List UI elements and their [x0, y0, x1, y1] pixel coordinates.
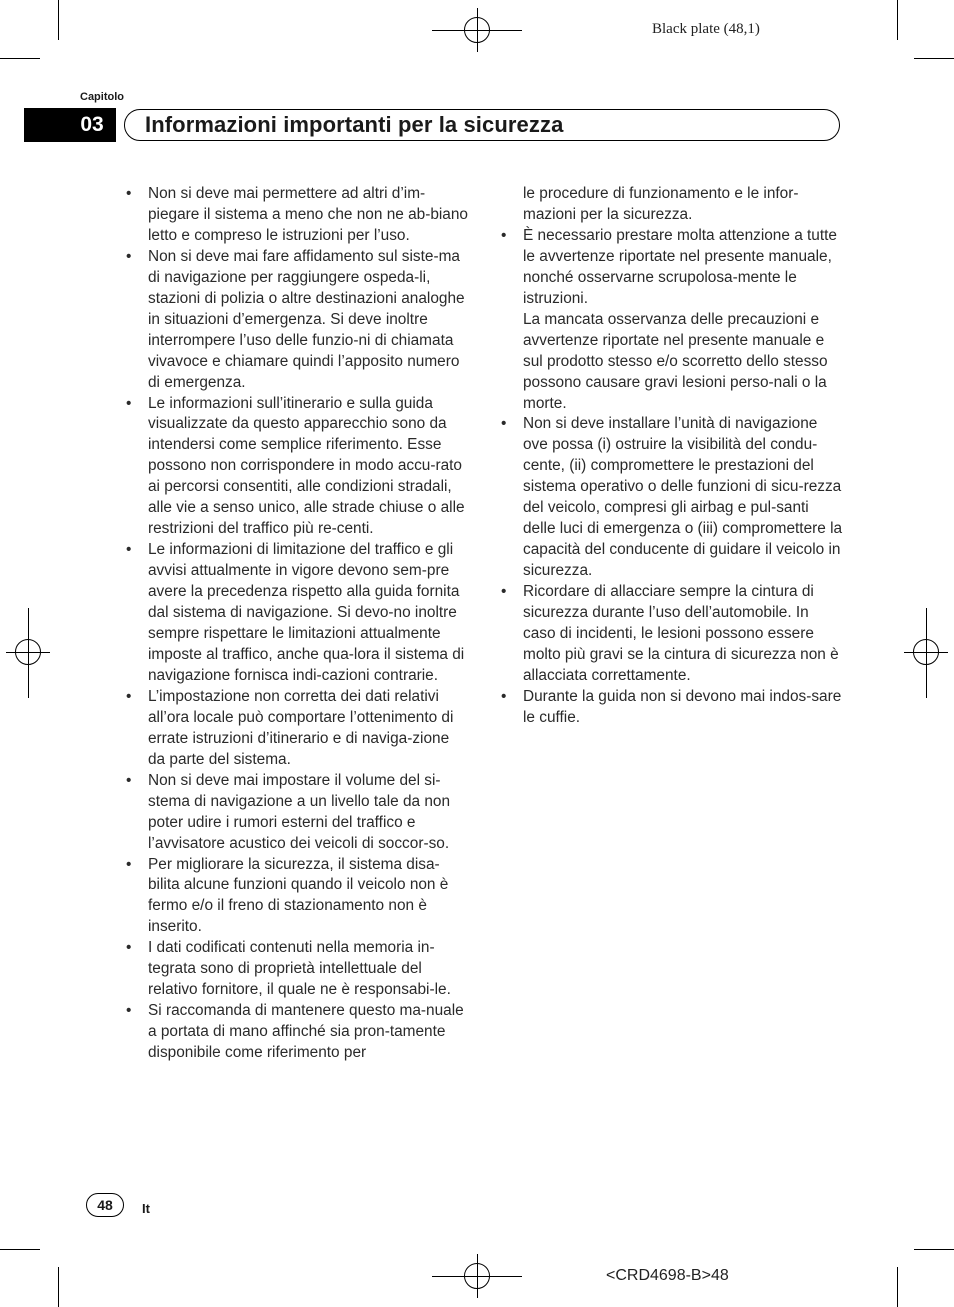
- crop-mark: [58, 0, 59, 40]
- list-item: • L’impostazione non corretta dei dati relativi all’ora locale può comportare l’ottenimento di errate istruzioni d’itinerario e di naviga-zione da parte del sistema.: [122, 687, 468, 771]
- plate-label: Black plate (48,1): [652, 21, 760, 37]
- list-item: • Non si deve mai permettere ad altri d’im-piegare il sistema a meno che non ne ab-biano letto e compreso le istruzioni per l’uso.: [122, 184, 468, 247]
- continuation-text: le procedure di funzionamento e le infor-mazioni per la sicurezza.: [523, 185, 799, 223]
- crop-mark: [914, 1249, 954, 1250]
- list-item: • Non si deve installare l’unità di navigazione ove possa (i) ostruire la visibilità del condu-cente, (ii) compromettere le prestazioni del sistema operativo o delle funzioni di sicu-rezza del veicolo, compresi gli airbag e pul-santi delle luci di emergenza o (iii) compromettere la capacità del conducente di guidare il veicolo in sicurezza.: [497, 414, 843, 582]
- crop-mark: [897, 1267, 898, 1307]
- list-item: • Le informazioni di limitazione del traffico e gli avvisi attualmente in vigore devono sem-pre avere la precedenza rispetto alla guida fornita dal sistema di navigazione. Si devo-no inoltre sempre rispettare le limitazioni attualmente imposte al traffico, anche qua-lora il sistema di navigazione fornisca indi-cazioni contrarie.: [122, 540, 468, 687]
- crop-mark: [58, 1267, 59, 1307]
- list-item-text: È necessario prestare molta attenzione a tutte le avvertenze riportate nel presente manuale, nonché osservarne scrupolosa-mente le istruzioni.: [523, 226, 837, 307]
- list-item: [497, 226, 843, 415]
- list-item: • Si raccomanda di mantenere questo ma-nuale a portata di mano affinché sia pron-tamente disponibile come riferimento per: [122, 1001, 468, 1064]
- crop-mark: [914, 58, 954, 59]
- crop-mark: [897, 0, 898, 40]
- chapter-number-badge: 03: [24, 108, 116, 142]
- right-column: [497, 184, 843, 729]
- language-code: It: [142, 1201, 150, 1216]
- crop-mark: [0, 1249, 40, 1250]
- document-code: <CRD4698-B>48: [606, 1267, 729, 1284]
- page-number: 48: [86, 1193, 124, 1217]
- chapter-label: Capitolo: [80, 91, 124, 103]
- list-item: • Le informazioni sull’itinerario e sulla guida visualizzate da questo apparecchio sono da intendersi come semplice riferimento. Esse possono non corrispondere in modo accu-rato ai percorsi consentiti, alle condizioni stradali, alle vie a senso unico, alle strade chiuse o alle restrizioni del traffico più re-centi.: [122, 394, 468, 541]
- list-item: • Ricordare di allacciare sempre la cintura di sicurezza durante l’uso dell’automobile. In caso di incidenti, le lesioni possono essere molto più gravi se la cintura di sicurezza non è allacciata correttamente.: [497, 582, 843, 687]
- chapter-title: Informazioni importanti per la sicurezza: [124, 109, 840, 141]
- list-item: • Per migliorare la sicurezza, il sistema disa-bilita alcune funzioni quando il veicolo non è fermo e/o il freno di stazionamento non è inserito.: [122, 855, 468, 939]
- list-item-paragraph: La mancata osservanza delle precauzioni e avvertenze riportate nel presente manuale e sul prodotto stesso e/o scorretto dello stesso possono causare gravi lesioni perso-nali o la morte.: [523, 310, 828, 412]
- list-item: • I dati codificati contenuti nella memoria in-tegrata sono di proprietà intellettuale del relativo fornitore, il quale ne è responsabi-le.: [122, 938, 468, 1001]
- list-item: • Non si deve mai fare affidamento sul siste-ma di navigazione per raggiungere ospeda-li, stazioni di polizia o altre destinazioni analoghe in situazioni d’emergenza. Si deve inoltre interrompere l’uso delle funzio-ni di chiamata vivavoce e chiamare quindi l’apposito numero di emergenza.: [122, 247, 468, 394]
- left-column: [122, 184, 468, 1064]
- crop-mark: [0, 58, 40, 59]
- list-item: • Durante la guida non si devono mai indos-sare le cuffie.: [497, 687, 843, 729]
- list-item: • Non si deve mai impostare il volume del si-stema di navigazione a un livello tale da non poter udire i rumori esterni del traffico e l’avvisatore acustico dei veicoli di soccor-so.: [122, 771, 468, 855]
